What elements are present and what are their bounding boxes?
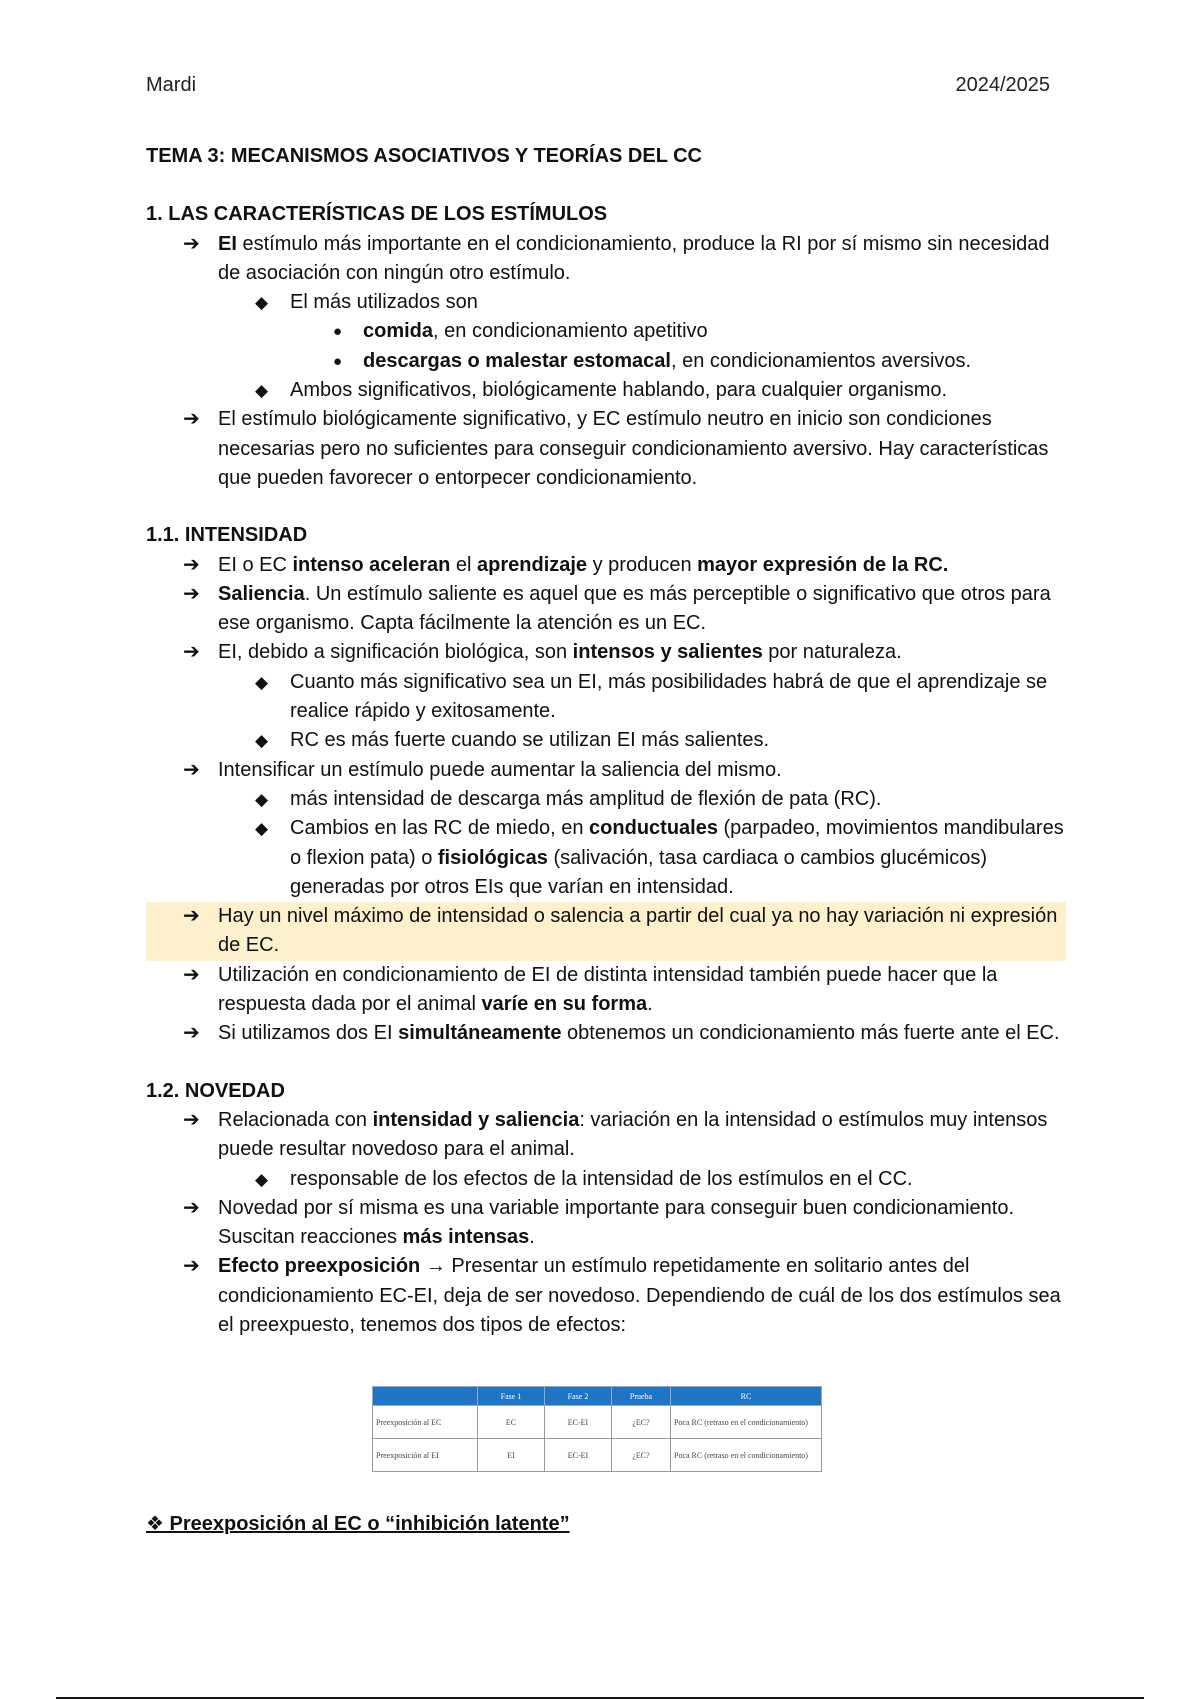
table-header-cell: Fase 1 [478, 1387, 545, 1406]
table-row [373, 1439, 822, 1472]
list-item: ➔ Novedad por sí misma es una variable importante para conseguir buen condicionamiento. Suscitan reacciones más intensas. [146, 1194, 1066, 1253]
table-cell: EC-EI [545, 1406, 612, 1439]
list-item: ➔ Intensificar un estímulo puede aumentar la saliencia del mismo. [146, 756, 1066, 785]
list-item: ◆ El más utilizados son [146, 288, 1066, 317]
list-item: ◆ RC es más fuerte cuando se utilizan EI más salientes. [146, 726, 1066, 755]
arrow-bullet-icon: ➔ [183, 758, 200, 781]
list-item: ◆ Cuanto más significativo sea un EI, más posibilidades habrá de que el aprendizaje se realice rápido y exitosamente. [146, 668, 1066, 727]
table-cell: ¿EC? [612, 1439, 671, 1472]
arrow-bullet-icon: ➔ [183, 1108, 200, 1131]
arrow-bullet-icon: ➔ [183, 641, 200, 664]
diamond-bullet-icon: ◆ [255, 731, 269, 751]
table-header-cell [373, 1387, 478, 1406]
list-item: ● comida, en condicionamiento apetitivo [146, 317, 1066, 346]
table-cell: Poca RC (retraso en el condicionamiento) [671, 1439, 822, 1472]
diamond-bullet-icon: ◆ [255, 672, 269, 692]
preexposure-table [372, 1386, 822, 1472]
preexposure-table-figure [146, 1364, 1066, 1492]
page-title: TEMA 3: MECANISMOS ASOCIATIVOS Y TEORÍAS DEL CC [146, 145, 702, 167]
table-cell: ¿EC? [612, 1406, 671, 1439]
table-header-row [373, 1387, 822, 1406]
table-cell: EI [478, 1439, 545, 1472]
diamond-bullet-icon: ◆ [255, 819, 269, 839]
list-item: ● descargas o malestar estomacal, en condicionamientos aversivos. [146, 347, 1066, 376]
table-header-cell: Fase 2 [545, 1387, 612, 1406]
list-item: ➔ Efecto preexposición → Presentar un estímulo repetidamente en solitario antes del condicionamiento EC-EI, deja de ser novedoso. Dependiendo de cuál de los dos estímulos sea el preexpuesto, tenemos dos tipos de efectos: [146, 1252, 1066, 1340]
table-cell: Poca RC (retraso en el condicionamiento) [671, 1406, 822, 1439]
dot-bullet-icon: ● [333, 323, 343, 341]
list-item: ➔ EI estímulo más importante en el condicionamiento, produce la RI por sí mismo sin necesidad de asociación con ningún otro estímulo. [146, 230, 1066, 289]
table-cell: EC [478, 1406, 545, 1439]
arrow-bullet-icon: ➔ [183, 1022, 200, 1045]
page-bottom-rule [56, 1697, 1144, 1699]
subsection-heading: ❖ Preexposición al EC o “inhibición latente” [146, 1513, 570, 1536]
list-item: ◆ responsable de los efectos de la intensidad de los estímulos en el CC. [146, 1165, 1066, 1194]
arrow-bullet-icon: ➔ [183, 1255, 200, 1278]
document-body [146, 142, 1066, 1540]
section-heading: 1. LAS CARACTERÍSTICAS DE LOS ESTÍMULOS [146, 203, 608, 226]
table-header-cell: Prueba [612, 1387, 671, 1406]
arrow-bullet-icon: ➔ [183, 553, 200, 576]
highlighted-list-item: ➔ Hay un nivel máximo de intensidad o salencia a partir del cual ya no hay variación ni expresión de EC. [146, 902, 1066, 961]
arrow-bullet-icon: ➔ [183, 963, 200, 986]
table-cell: Preexposición al EI [373, 1439, 478, 1472]
list-item: ➔ El estímulo biológicamente significativo, y EC estímulo neutro en inicio son condiciones necesarias pero no suficientes para conseguir condicionamiento aversivo. Hay características que pueden favorecer o entorpecer condicionamiento. [146, 405, 1066, 493]
header-author: Mardi [146, 74, 197, 96]
diamond-bullet-icon: ◆ [255, 1169, 269, 1189]
list-item: ➔ Si utilizamos dos EI simultáneamente obtenemos un condicionamiento más fuerte ante el EC. [146, 1019, 1066, 1048]
table-cell: Preexposición al EC [373, 1406, 478, 1439]
arrow-bullet-icon: ➔ [183, 582, 200, 605]
list-item: ➔ Saliencia. Un estímulo saliente es aquel que es más perceptible o significativo que otros para ese organismo. Capta fácilmente la atención es un EC. [146, 580, 1066, 639]
table-row [373, 1406, 822, 1439]
list-item: ◆ Cambios en las RC de miedo, en conductuales (parpadeo, movimientos mandibulares o flexion pata) o fisiológicas (salivación, tasa cardiaca o cambios glucémicos) generadas por otros EIs que varían en intensidad. [146, 814, 1066, 902]
arrow-bullet-icon: ➔ [183, 905, 200, 928]
diamond-bullet-icon: ◆ [255, 789, 269, 809]
list-item: ➔ EI o EC intenso aceleran el aprendizaje y producen mayor expresión de la RC. [146, 551, 1066, 580]
list-item: ➔ Utilización en condicionamiento de EI de distinta intensidad también puede hacer que la respuesta dada por el animal varíe en su forma. [146, 961, 1066, 1020]
list-item: ◆ Ambos significativos, biológicamente hablando, para cualquier organismo. [146, 376, 1066, 405]
dot-bullet-icon: ● [333, 352, 343, 370]
list-item: ◆ más intensidad de descarga más amplitud de flexión de pata (RC). [146, 785, 1066, 814]
list-item: ➔ Relacionada con intensidad y saliencia: variación en la intensidad o estímulos muy intensos puede resultar novedoso para el animal. [146, 1106, 1066, 1165]
list-item: ➔ EI, debido a significación biológica, son intensos y salientes por naturaleza. [146, 638, 1066, 667]
diamond-bullet-icon: ◆ [255, 293, 269, 313]
header-year: 2024/2025 [955, 74, 1050, 96]
arrow-bullet-icon: ➔ [183, 1196, 200, 1219]
table-header-cell: RC [671, 1387, 822, 1406]
section-heading: 1.2. NOVEDAD [146, 1079, 285, 1102]
arrow-bullet-icon: ➔ [183, 232, 200, 255]
diamond-bullet-icon: ◆ [255, 381, 269, 401]
section-heading: 1.1. INTENSIDAD [146, 524, 308, 547]
table-cell: EC-EI [545, 1439, 612, 1472]
arrow-bullet-icon: ➔ [183, 408, 200, 431]
